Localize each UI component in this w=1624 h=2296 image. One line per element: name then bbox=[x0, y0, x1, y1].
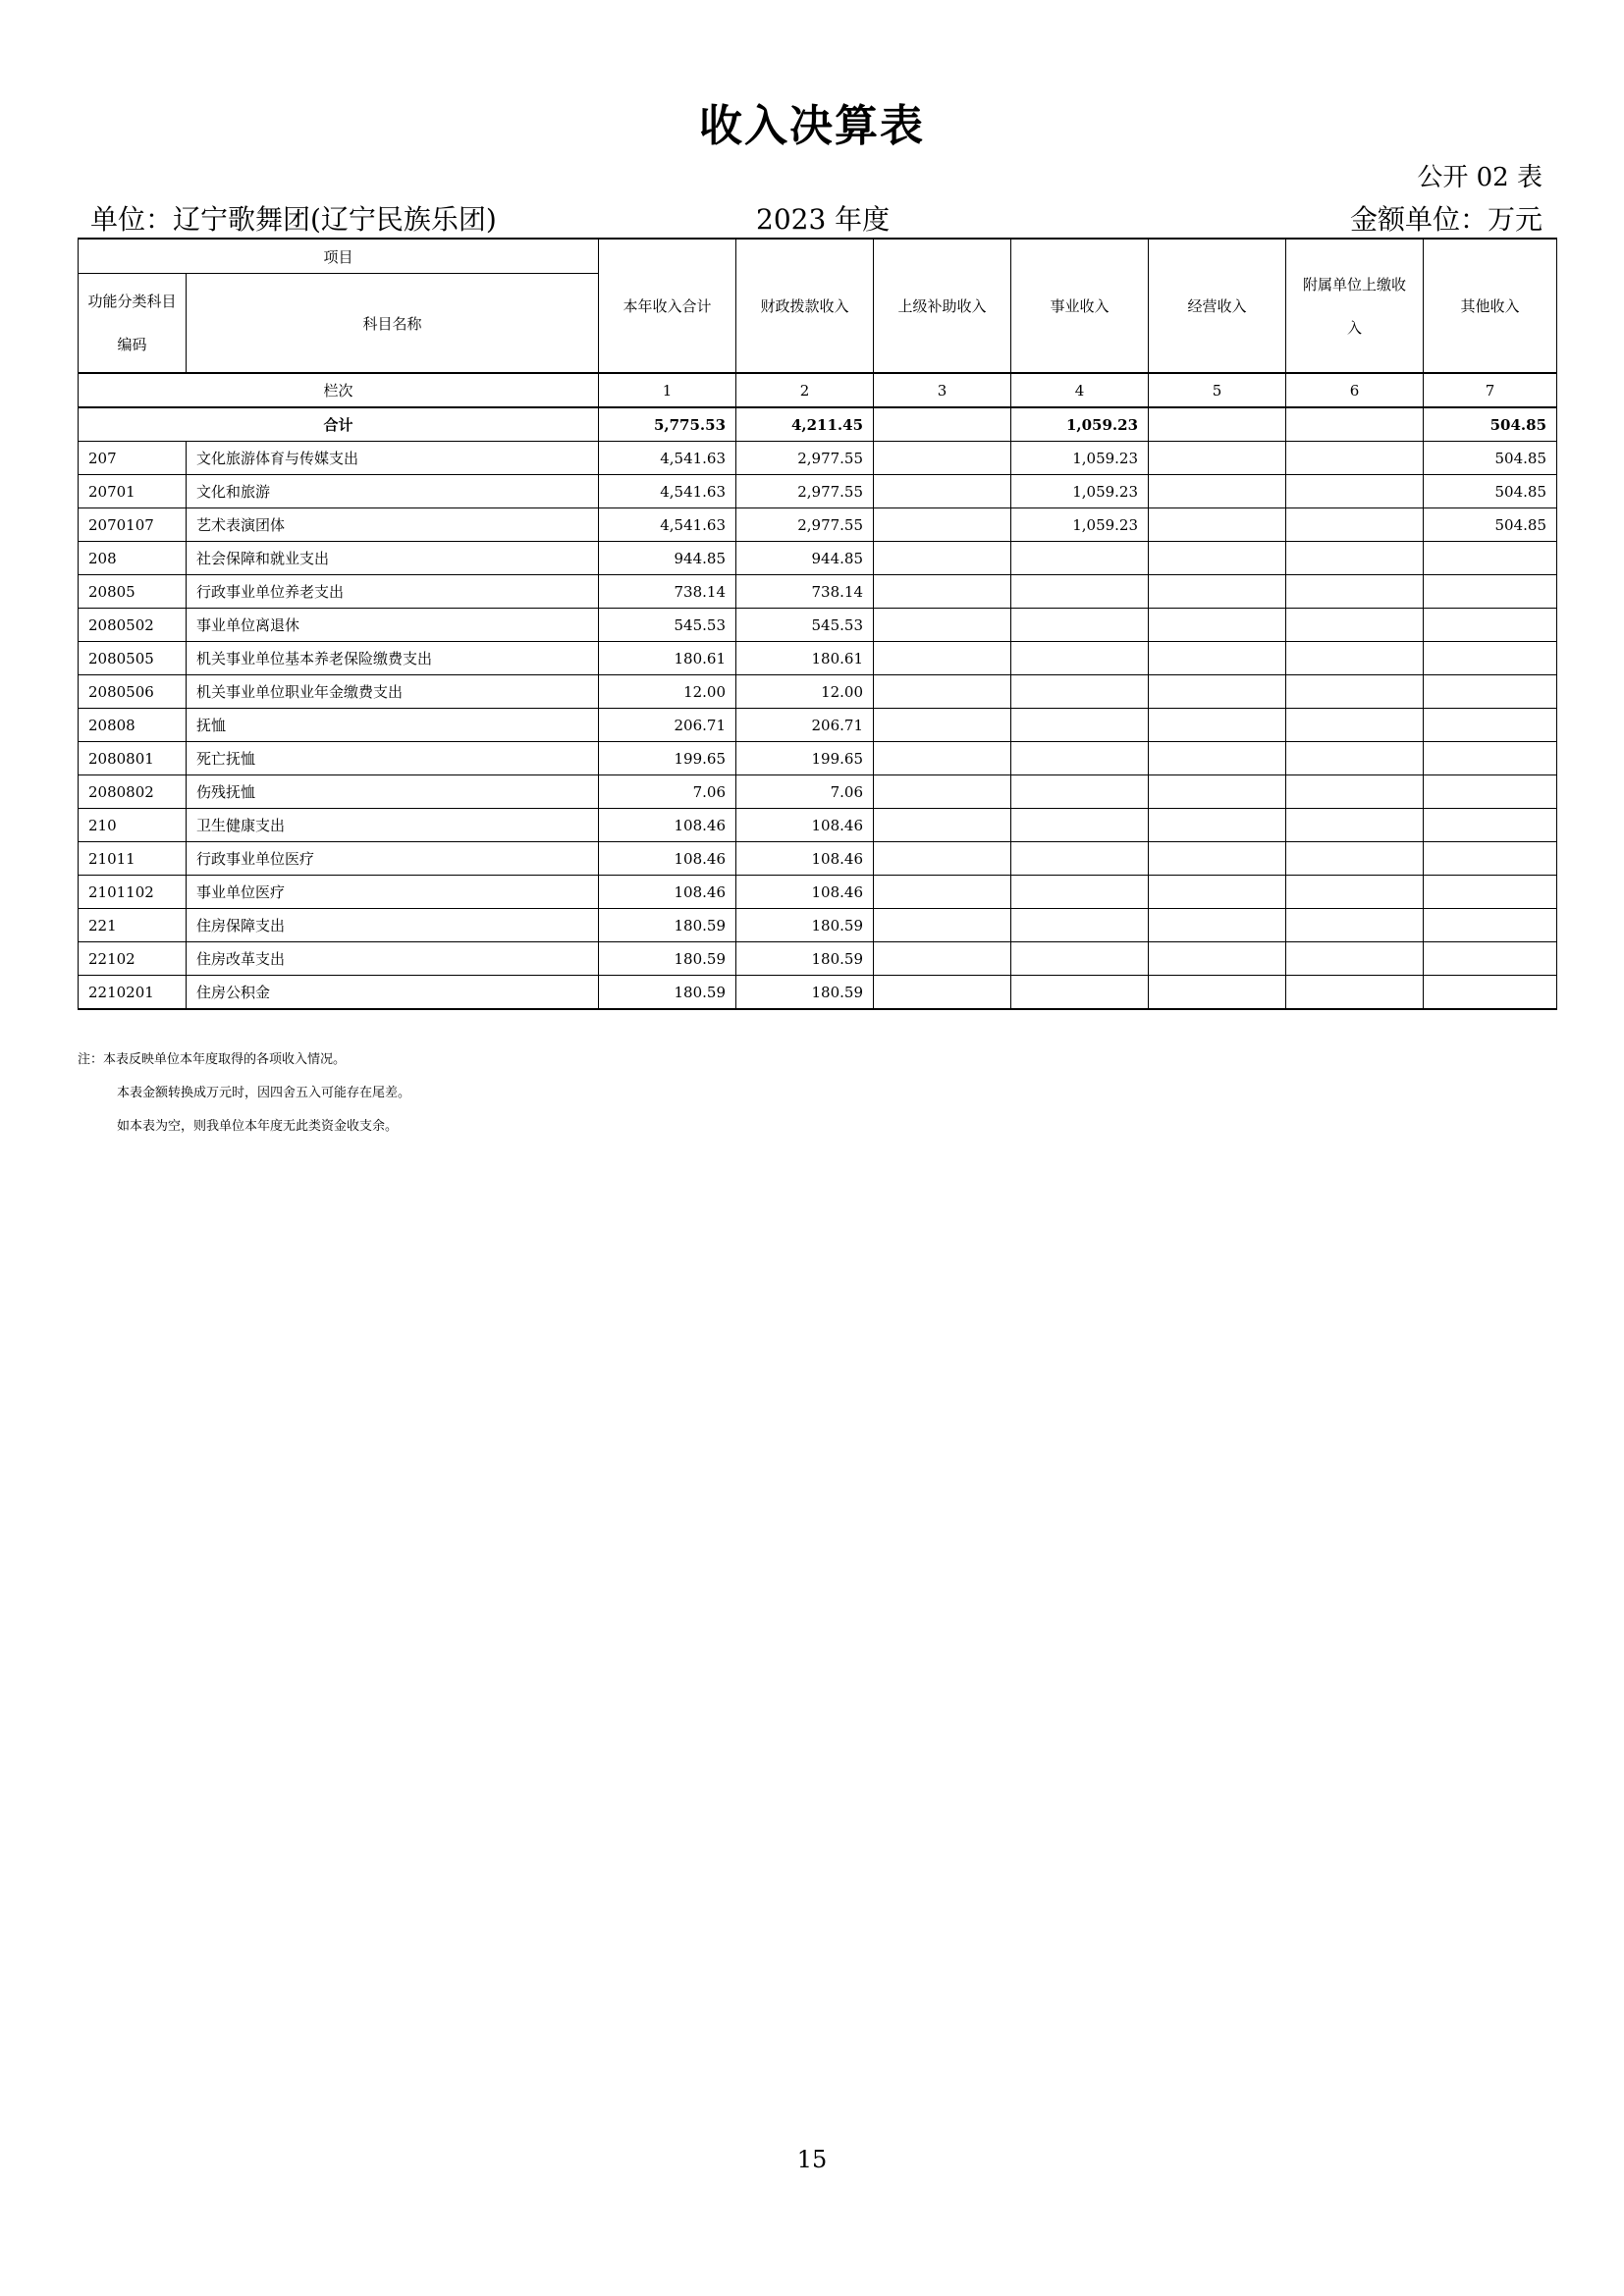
row-code: 208 bbox=[79, 542, 187, 575]
row-value bbox=[1011, 675, 1149, 709]
row-value: 199.65 bbox=[599, 742, 736, 775]
row-value bbox=[1286, 976, 1424, 1010]
row-value bbox=[1286, 508, 1424, 542]
row-value bbox=[874, 575, 1011, 609]
row-value bbox=[1149, 709, 1286, 742]
header-col-2: 财政拨款收入 bbox=[736, 239, 874, 373]
row-value bbox=[1286, 775, 1424, 809]
row-value bbox=[1286, 709, 1424, 742]
row-value: 108.46 bbox=[736, 809, 874, 842]
row-code: 2080505 bbox=[79, 642, 187, 675]
row-value bbox=[874, 775, 1011, 809]
table-row bbox=[79, 609, 1557, 642]
row-value bbox=[1424, 909, 1557, 942]
row-name: 抚恤 bbox=[187, 709, 599, 742]
row-value bbox=[1286, 876, 1424, 909]
lanci-label: 栏次 bbox=[79, 373, 599, 407]
row-value: 180.61 bbox=[736, 642, 874, 675]
row-value bbox=[1286, 542, 1424, 575]
row-code: 21011 bbox=[79, 842, 187, 876]
lanci-number: 6 bbox=[1286, 373, 1424, 407]
header-col-7: 其他收入 bbox=[1424, 239, 1557, 373]
total-label: 合计 bbox=[79, 407, 599, 442]
row-value bbox=[874, 742, 1011, 775]
row-value bbox=[1424, 809, 1557, 842]
table-row bbox=[79, 809, 1557, 842]
row-value: 108.46 bbox=[599, 842, 736, 876]
row-value bbox=[1011, 909, 1149, 942]
table-row bbox=[79, 575, 1557, 609]
header-col-6: 附属单位上缴收入 bbox=[1286, 239, 1424, 373]
row-value: 108.46 bbox=[599, 809, 736, 842]
row-value bbox=[1424, 842, 1557, 876]
table-row bbox=[79, 709, 1557, 742]
total-value: 504.85 bbox=[1424, 407, 1557, 442]
row-value bbox=[1424, 775, 1557, 809]
row-value bbox=[1011, 775, 1149, 809]
row-value bbox=[1149, 575, 1286, 609]
row-value: 180.59 bbox=[599, 942, 736, 976]
row-name: 行政事业单位养老支出 bbox=[187, 575, 599, 609]
row-value: 738.14 bbox=[736, 575, 874, 609]
row-value: 206.71 bbox=[736, 709, 874, 742]
lanci-number: 4 bbox=[1011, 373, 1149, 407]
row-value bbox=[1286, 475, 1424, 508]
reporting-unit: 单位：辽宁歌舞团(辽宁民族乐团) bbox=[90, 203, 497, 236]
row-value: 2,977.55 bbox=[736, 508, 874, 542]
income-settlement-table bbox=[78, 238, 1557, 1010]
table-row bbox=[79, 442, 1557, 475]
row-value bbox=[1424, 675, 1557, 709]
row-value: 180.59 bbox=[736, 942, 874, 976]
total-value bbox=[874, 407, 1011, 442]
row-value bbox=[1424, 642, 1557, 675]
row-value bbox=[1011, 876, 1149, 909]
row-value: 1,059.23 bbox=[1011, 442, 1149, 475]
row-value: 108.46 bbox=[736, 876, 874, 909]
row-value: 504.85 bbox=[1424, 475, 1557, 508]
row-value bbox=[1424, 742, 1557, 775]
row-value bbox=[1149, 942, 1286, 976]
row-value: 545.53 bbox=[736, 609, 874, 642]
row-value bbox=[874, 809, 1011, 842]
row-value: 4,541.63 bbox=[599, 508, 736, 542]
row-value: 180.59 bbox=[736, 909, 874, 942]
row-name: 机关事业单位基本养老保险缴费支出 bbox=[187, 642, 599, 675]
row-value bbox=[1149, 642, 1286, 675]
header-col-3: 上级补助收入 bbox=[874, 239, 1011, 373]
table-row bbox=[79, 942, 1557, 976]
row-value bbox=[1286, 642, 1424, 675]
row-value bbox=[1286, 942, 1424, 976]
row-value: 108.46 bbox=[736, 842, 874, 876]
row-value bbox=[1149, 675, 1286, 709]
header-col-1: 本年收入合计 bbox=[599, 239, 736, 373]
row-value: 180.59 bbox=[599, 909, 736, 942]
row-value: 944.85 bbox=[599, 542, 736, 575]
row-name: 住房保障支出 bbox=[187, 909, 599, 942]
row-value bbox=[874, 542, 1011, 575]
row-value bbox=[1149, 976, 1286, 1010]
row-value bbox=[1286, 742, 1424, 775]
row-value bbox=[1011, 842, 1149, 876]
lanci-number: 3 bbox=[874, 373, 1011, 407]
lanci-number: 7 bbox=[1424, 373, 1557, 407]
row-value: 545.53 bbox=[599, 609, 736, 642]
row-code: 20701 bbox=[79, 475, 187, 508]
table-row bbox=[79, 775, 1557, 809]
row-code: 20808 bbox=[79, 709, 187, 742]
table-row bbox=[79, 909, 1557, 942]
row-value bbox=[1011, 809, 1149, 842]
row-value bbox=[1011, 976, 1149, 1010]
row-code: 2080502 bbox=[79, 609, 187, 642]
table-row bbox=[79, 542, 1557, 575]
page-title: 收入决算表 bbox=[699, 101, 925, 151]
table-row bbox=[79, 475, 1557, 508]
row-value bbox=[1011, 742, 1149, 775]
row-name: 文化旅游体育与传媒支出 bbox=[187, 442, 599, 475]
row-value bbox=[1011, 609, 1149, 642]
total-value bbox=[1149, 407, 1286, 442]
row-value: 944.85 bbox=[736, 542, 874, 575]
table-row bbox=[79, 742, 1557, 775]
row-value bbox=[1424, 976, 1557, 1010]
row-code: 2070107 bbox=[79, 508, 187, 542]
row-value: 504.85 bbox=[1424, 508, 1557, 542]
row-name: 卫生健康支出 bbox=[187, 809, 599, 842]
row-value bbox=[874, 675, 1011, 709]
row-name: 事业单位离退休 bbox=[187, 609, 599, 642]
row-name: 社会保障和就业支出 bbox=[187, 542, 599, 575]
row-value bbox=[874, 976, 1011, 1010]
row-value bbox=[1149, 775, 1286, 809]
row-value bbox=[1011, 542, 1149, 575]
row-code: 2101102 bbox=[79, 876, 187, 909]
row-value bbox=[1286, 842, 1424, 876]
header-code: 功能分类科目编码 bbox=[79, 274, 187, 374]
row-value: 738.14 bbox=[599, 575, 736, 609]
row-value bbox=[874, 909, 1011, 942]
footnotes bbox=[78, 1043, 410, 1144]
row-value: 180.59 bbox=[736, 976, 874, 1010]
lanci-number: 1 bbox=[599, 373, 736, 407]
row-value: 1,059.23 bbox=[1011, 475, 1149, 508]
row-value bbox=[1149, 876, 1286, 909]
row-code: 207 bbox=[79, 442, 187, 475]
row-value: 12.00 bbox=[599, 675, 736, 709]
row-value bbox=[1149, 842, 1286, 876]
row-code: 221 bbox=[79, 909, 187, 942]
form-number: 公开 02 表 bbox=[1417, 163, 1543, 192]
row-value bbox=[1286, 609, 1424, 642]
table-row bbox=[79, 642, 1557, 675]
row-value: 12.00 bbox=[736, 675, 874, 709]
row-name: 艺术表演团体 bbox=[187, 508, 599, 542]
row-name: 机关事业单位职业年金缴费支出 bbox=[187, 675, 599, 709]
fiscal-year: 2023 年度 bbox=[756, 203, 891, 236]
header-name: 科目名称 bbox=[187, 274, 599, 374]
row-value bbox=[1424, 876, 1557, 909]
table-row bbox=[79, 842, 1557, 876]
row-value bbox=[1149, 809, 1286, 842]
row-value bbox=[1149, 508, 1286, 542]
row-name: 伤残抚恤 bbox=[187, 775, 599, 809]
row-value: 180.61 bbox=[599, 642, 736, 675]
row-value: 4,541.63 bbox=[599, 475, 736, 508]
total-value: 1,059.23 bbox=[1011, 407, 1149, 442]
row-name: 住房公积金 bbox=[187, 976, 599, 1010]
row-code: 22102 bbox=[79, 942, 187, 976]
table-row bbox=[79, 508, 1557, 542]
lanci-number: 5 bbox=[1149, 373, 1286, 407]
lanci-number: 2 bbox=[736, 373, 874, 407]
row-value bbox=[874, 642, 1011, 675]
row-value bbox=[1424, 942, 1557, 976]
row-value: 7.06 bbox=[736, 775, 874, 809]
row-value bbox=[1424, 575, 1557, 609]
row-code: 210 bbox=[79, 809, 187, 842]
row-value bbox=[874, 876, 1011, 909]
row-value: 4,541.63 bbox=[599, 442, 736, 475]
row-value bbox=[874, 508, 1011, 542]
row-value: 504.85 bbox=[1424, 442, 1557, 475]
footnote: 注：本表反映单位本年度取得的各项收入情况。 bbox=[78, 1052, 347, 1067]
page-number: 15 bbox=[796, 2146, 828, 2173]
row-name: 死亡抚恤 bbox=[187, 742, 599, 775]
row-value bbox=[1286, 809, 1424, 842]
row-name: 住房改革支出 bbox=[187, 942, 599, 976]
row-value bbox=[1149, 742, 1286, 775]
header-col-4: 事业收入 bbox=[1011, 239, 1149, 373]
footnote: 本表金额转换成万元时，因四舍五入可能存在尾差。 bbox=[117, 1086, 411, 1100]
row-value bbox=[874, 609, 1011, 642]
amount-unit: 金额单位：万元 bbox=[1349, 203, 1543, 236]
row-value bbox=[874, 709, 1011, 742]
row-value bbox=[1286, 909, 1424, 942]
total-value bbox=[1286, 407, 1424, 442]
row-value bbox=[1011, 642, 1149, 675]
row-value bbox=[1011, 942, 1149, 976]
footnote: 如本表为空，则我单位本年度无此类资金收支余。 bbox=[117, 1119, 399, 1134]
row-value bbox=[1149, 475, 1286, 508]
row-code: 2080802 bbox=[79, 775, 187, 809]
total-value: 4,211.45 bbox=[736, 407, 874, 442]
row-value bbox=[1424, 542, 1557, 575]
row-value bbox=[1286, 442, 1424, 475]
row-value: 206.71 bbox=[599, 709, 736, 742]
row-value bbox=[1149, 609, 1286, 642]
row-name: 文化和旅游 bbox=[187, 475, 599, 508]
table-row bbox=[79, 675, 1557, 709]
row-value bbox=[1011, 575, 1149, 609]
total-value: 5,775.53 bbox=[599, 407, 736, 442]
row-code: 2080801 bbox=[79, 742, 187, 775]
row-value bbox=[1011, 709, 1149, 742]
row-code: 2210201 bbox=[79, 976, 187, 1010]
row-value bbox=[874, 942, 1011, 976]
row-value: 7.06 bbox=[599, 775, 736, 809]
row-value bbox=[1286, 675, 1424, 709]
row-value bbox=[1424, 709, 1557, 742]
row-value bbox=[874, 475, 1011, 508]
header-project: 项目 bbox=[79, 239, 599, 274]
row-name: 事业单位医疗 bbox=[187, 876, 599, 909]
row-code: 20805 bbox=[79, 575, 187, 609]
row-value: 180.59 bbox=[599, 976, 736, 1010]
row-value bbox=[1424, 609, 1557, 642]
row-value bbox=[1149, 442, 1286, 475]
header-col-5: 经营收入 bbox=[1149, 239, 1286, 373]
row-value bbox=[874, 842, 1011, 876]
row-value bbox=[874, 442, 1011, 475]
table-row bbox=[79, 976, 1557, 1010]
row-value bbox=[1149, 909, 1286, 942]
row-value: 2,977.55 bbox=[736, 442, 874, 475]
row-value: 199.65 bbox=[736, 742, 874, 775]
row-value bbox=[1286, 575, 1424, 609]
table-row bbox=[79, 876, 1557, 909]
row-value: 2,977.55 bbox=[736, 475, 874, 508]
row-value bbox=[1149, 542, 1286, 575]
row-value: 1,059.23 bbox=[1011, 508, 1149, 542]
row-value: 108.46 bbox=[599, 876, 736, 909]
row-code: 2080506 bbox=[79, 675, 187, 709]
row-name: 行政事业单位医疗 bbox=[187, 842, 599, 876]
